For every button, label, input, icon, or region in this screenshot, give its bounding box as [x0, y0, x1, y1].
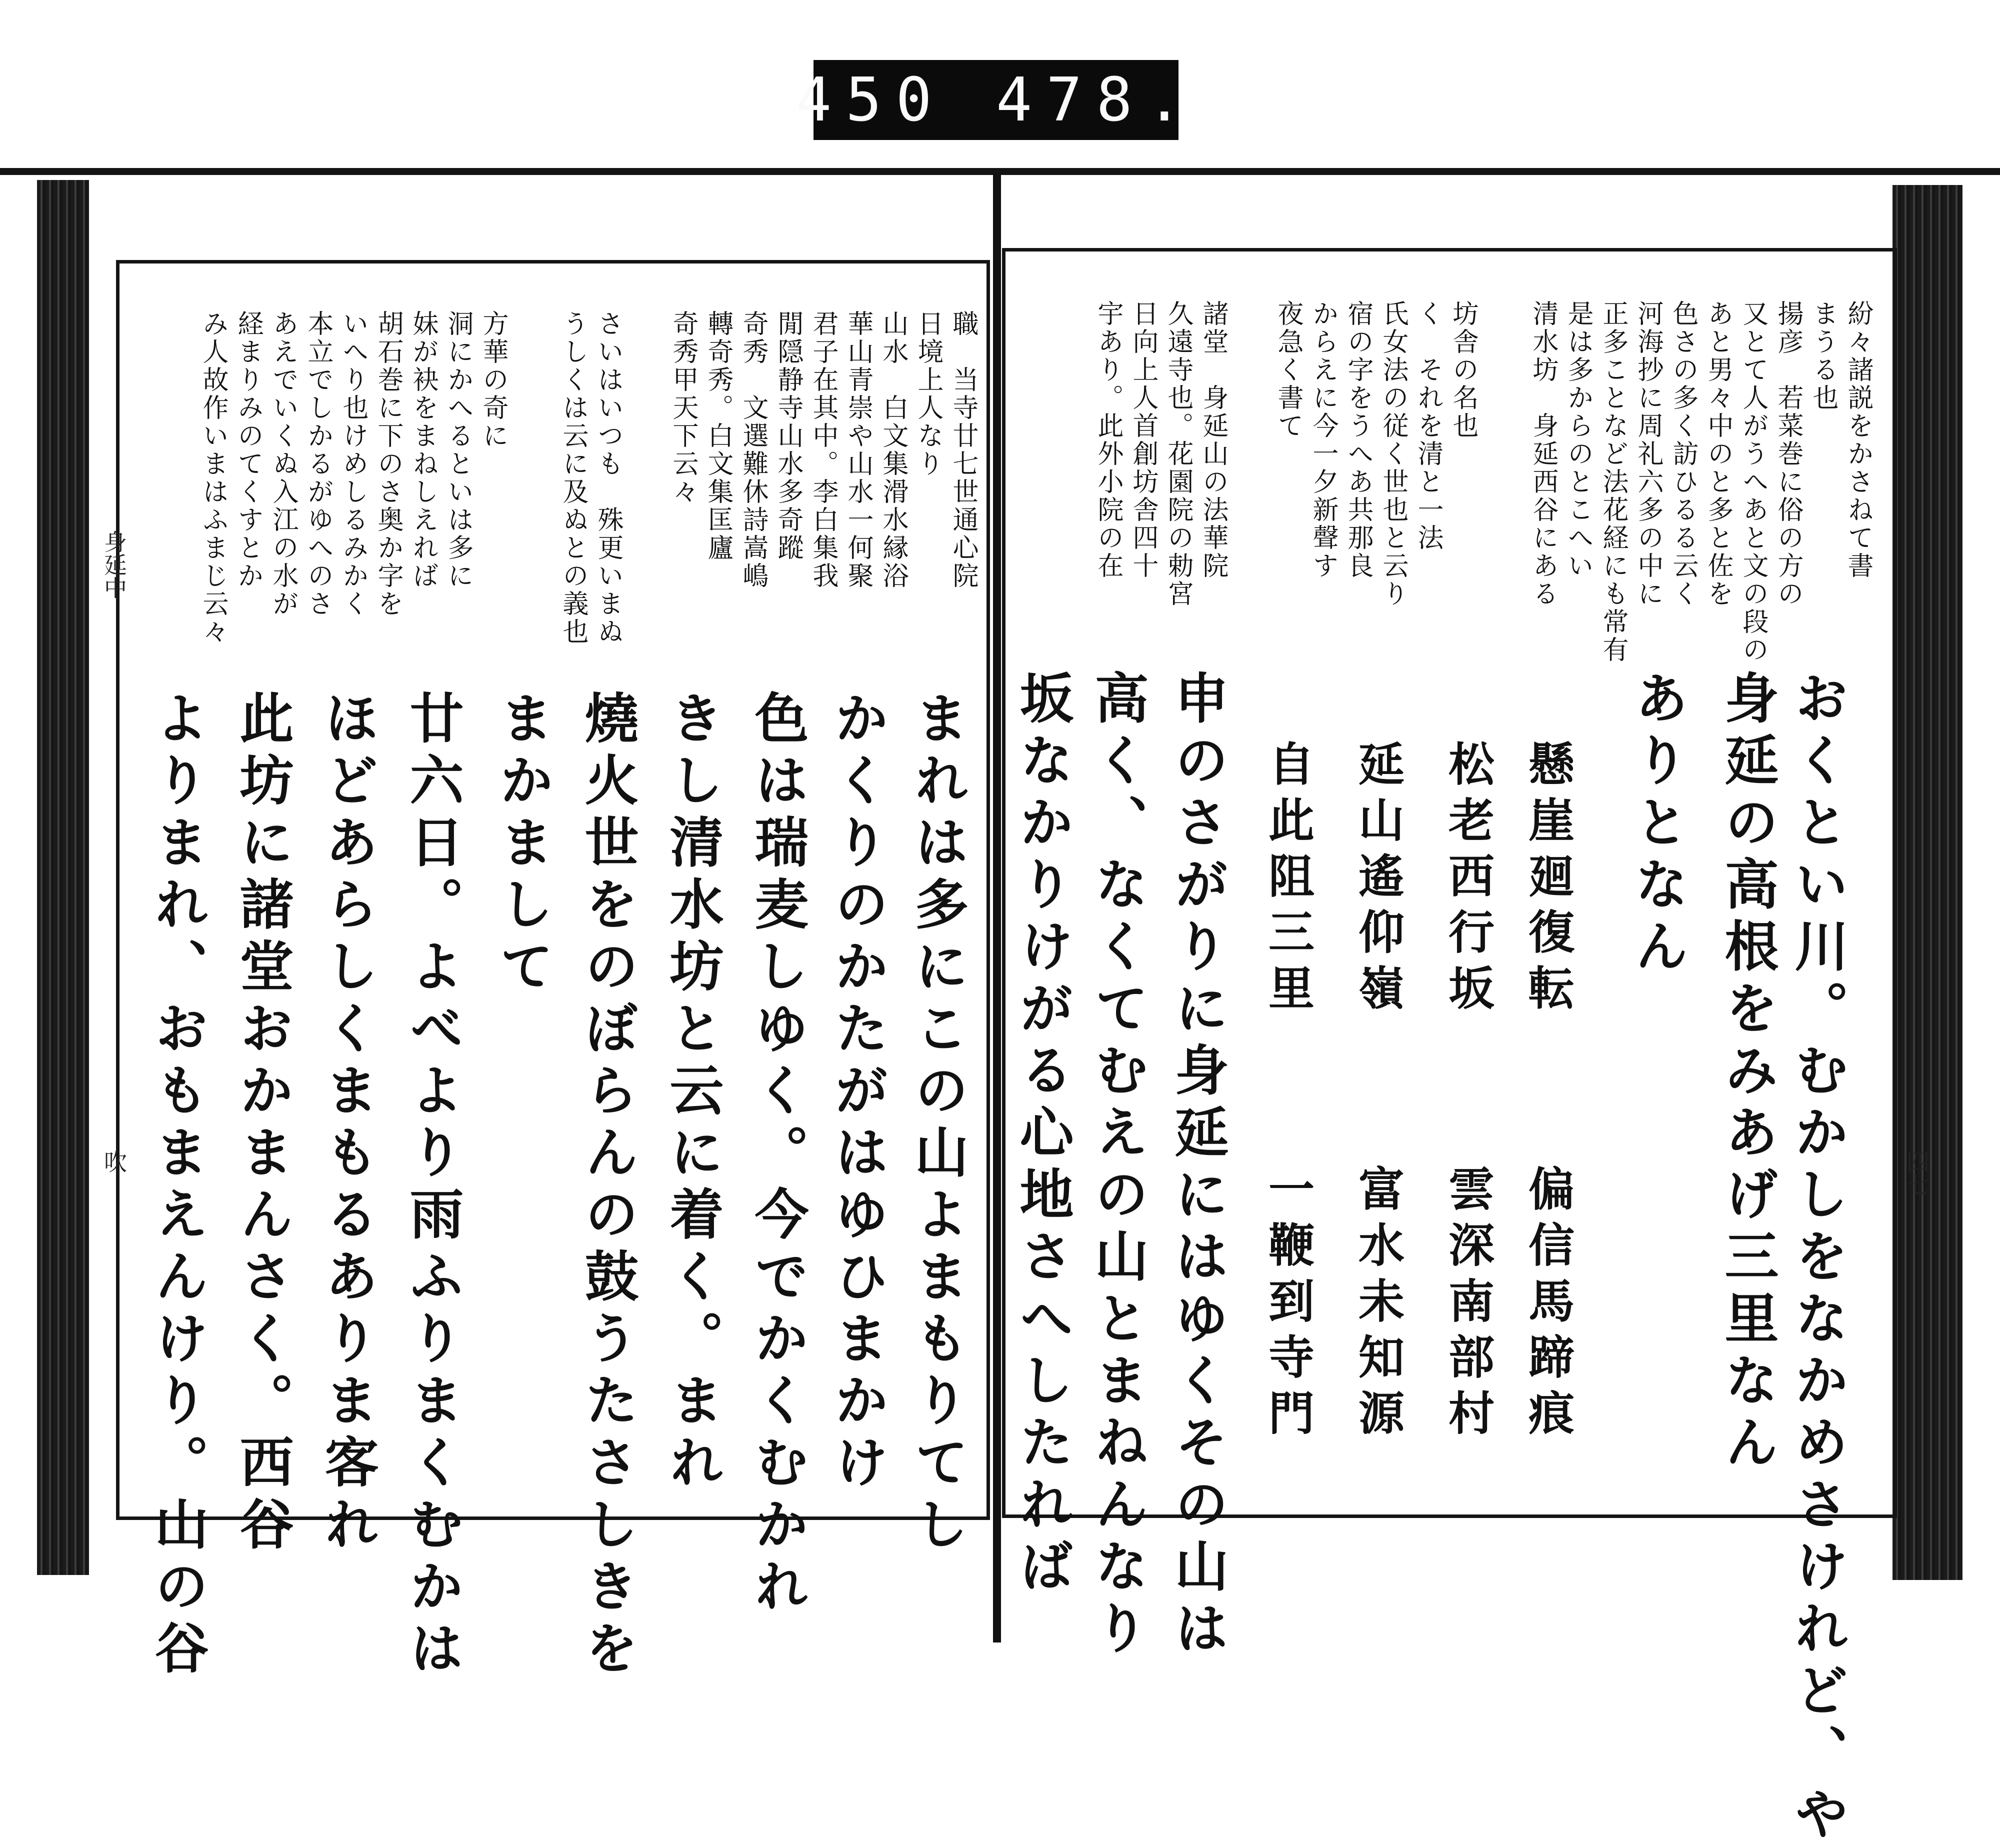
poem-line: 延山遙仰嶺 [1351, 740, 1405, 1020]
poem-line: 一鞭到寺門 [1261, 1165, 1315, 1445]
commentary-column: 君子在其中。李白集我 [808, 310, 838, 590]
commentary-column: 紛々諸説をかさねて書 [1843, 300, 1873, 580]
commentary-column: み人故作いまはふまじ云々 [198, 310, 228, 646]
poem-line: 雲深南部村 [1441, 1165, 1495, 1445]
commentary-column: 奇秀 文選難休詩嵩嶋 [738, 310, 768, 590]
commentary-column: 閒隠静寺山水多奇蹤 [773, 310, 803, 562]
main-text-column: きし清水坊と云に着く。まれ [660, 690, 724, 1496]
commentary-column: うしくは云に及ぬとの義也 [558, 310, 588, 646]
poem-line: 富水未知源 [1351, 1165, 1405, 1445]
commentary-column: 職 当寺廿七世通心院 [948, 310, 978, 590]
commentary-column: 清水坊 身延西谷にある [1528, 300, 1558, 608]
frame-number-label [796, 60, 1196, 140]
poem-line: 偏信馬蹄痕 [1521, 1165, 1575, 1445]
commentary-column: 宿の字をうへあ共那良 [1343, 300, 1373, 580]
main-text-column: 廿六日。よべより雨ふりまくむかは [400, 690, 464, 1682]
book-spine [993, 172, 1001, 1642]
commentary-column: あえでいくぬ入江の水が [268, 310, 298, 618]
left-margin-title: 身延中 [100, 530, 128, 599]
commentary-column: 氏女法の従く世也と云り [1378, 300, 1408, 608]
commentary-column: 山水 白文集滑水縁浴 [878, 310, 908, 590]
main-text-column: 身延の高根をみあげ三里なん [1716, 670, 1778, 1476]
main-text-column: ありとなん [1626, 670, 1688, 980]
main-text-column: おくとい川。むかしをなかめさけれど、や [1786, 670, 1848, 1848]
commentary-column: く それを清と一法 [1413, 300, 1443, 552]
commentary-column: 河海抄に周礼六多の中に [1633, 300, 1663, 608]
commentary-column: 正多ことなど法花経にも常有 [1598, 300, 1628, 664]
commentary-column: 坊舎の名也 [1448, 300, 1478, 440]
commentary-column: 揚彦 若菜巻に俗の方の [1773, 300, 1803, 608]
main-text-column: 坂なかりけがる心地さへしたれば [1010, 670, 1074, 1600]
main-text-column: 燒火世をのぼらんの鼓うたさしきを [576, 690, 638, 1682]
commentary-column: 是は多からのとこへい [1563, 300, 1593, 580]
commentary-column: まうる也 [1808, 300, 1838, 412]
commentary-column: 又とて人がうへあと文の段の [1738, 300, 1768, 664]
poem-line: 松老西行坂 [1441, 740, 1495, 1020]
commentary-column: 色さの多く訪ひるる云く [1668, 300, 1698, 608]
commentary-column: あと男々中のと多と佐を [1703, 300, 1733, 608]
left-margin-lower: 吹 [100, 1150, 128, 1173]
main-text-column: 高く、なくてむえの山とまねんなり [1086, 670, 1148, 1662]
commentary-column: 経まりみのてくすとか [233, 310, 263, 590]
main-text-column: まれは多にこの山よまもりてし [906, 690, 968, 1558]
commentary-column: いへり也けめしるみかく [338, 310, 368, 618]
commentary-column: 宇あり。此外小院の在 [1093, 300, 1123, 580]
main-text-column: よりまれ、おもまえんけり。山の谷 [146, 690, 208, 1682]
commentary-column: 妹が袂をまねしえれば [408, 310, 438, 590]
poem-line: 自此阻三里 [1261, 740, 1315, 1020]
commentary-column: 日境上人なり [913, 310, 943, 478]
main-text-column: かくりのかたがはゆひまかけ [826, 690, 888, 1496]
commentary-column: さいはいつも 殊更いまぬ [593, 310, 623, 646]
poem-line: 懸崖廻復転 [1521, 740, 1575, 1020]
commentary-column: 諸堂 身延山の法華院 [1198, 300, 1228, 580]
commentary-column: 夜急く書て [1273, 300, 1303, 440]
commentary-column: 本立でしかるがゆへのさ [303, 310, 333, 618]
commentary-column: 奇秀甲天下云々 [668, 310, 698, 506]
commentary-column: 洞にかへるといは多に [443, 310, 473, 590]
book-edge-left [37, 180, 89, 1575]
main-text-column: まかまして [490, 690, 554, 1000]
right-margin-page-number: 四七 [1903, 1150, 1930, 1196]
book-edge-right [1892, 185, 1962, 1580]
commentary-column: 胡石巻に下のさ奥か字を [373, 310, 403, 618]
main-text-column: 此坊に諸堂おかまんさく。西谷 [230, 690, 294, 1558]
main-text-column: 申のさがりに身延にはゆくその山は [1166, 670, 1228, 1662]
main-text-column: 色は瑞麦しゆく。今でかくむかれ [746, 690, 808, 1620]
commentary-column: 方華の奇に [478, 310, 508, 450]
commentary-column: からえに今一夕新聲す [1308, 300, 1338, 580]
commentary-column: 華山青崇や山水一何聚 [843, 310, 873, 590]
commentary-column: 久遠寺也。花園院の勅宮 [1163, 300, 1193, 608]
commentary-column: 日向上人首創坊舎四十 [1128, 300, 1158, 580]
commentary-column: 轉奇秀。白文集匡廬 [703, 310, 733, 562]
main-text-column: ほどあらしくまもるありま客れ [316, 690, 378, 1558]
frame-number-text: 450 478. [796, 65, 1196, 135]
